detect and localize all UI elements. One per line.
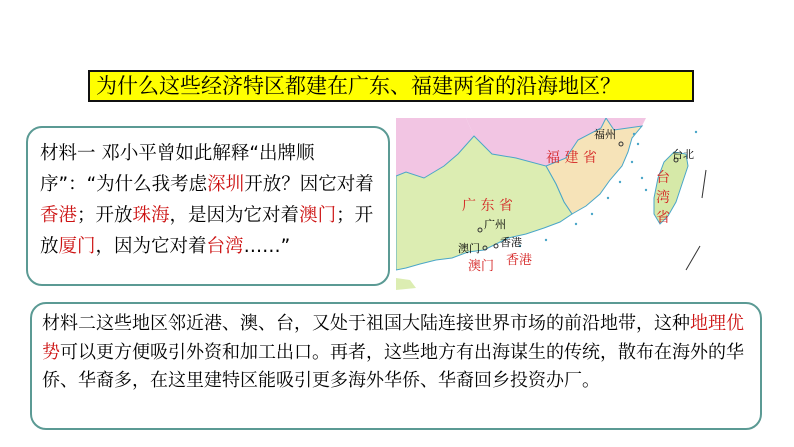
label-xianggang-red: 香港 bbox=[506, 253, 533, 268]
label-taiwan-1: 台 bbox=[656, 170, 670, 186]
highlighted-term: 台湾 bbox=[206, 236, 244, 257]
text-segment: 材料一 邓小平曾如此解释“出牌顺序”：“为什么我考虑 bbox=[40, 143, 315, 195]
label-fujian: 福 建 省 bbox=[546, 150, 597, 166]
material-one-text bbox=[40, 138, 378, 262]
text-segment: ……” bbox=[243, 236, 291, 257]
label-taibei: 台北 bbox=[672, 148, 694, 161]
material-two-text bbox=[42, 310, 754, 396]
highlighted-term: 香港 bbox=[40, 205, 78, 226]
highlighted-term: 厦门 bbox=[58, 236, 96, 257]
text-segment: 开放？因它对着 bbox=[244, 174, 374, 195]
highlighted-term: 澳门 bbox=[299, 205, 337, 226]
highlighted-term: 地理优势 bbox=[42, 313, 744, 363]
material-two-box bbox=[30, 302, 762, 430]
text-segment: 可以更方便吸引外资和加工出口。再者，这些地方有出海谋生的传统，散布在海外的华侨、华裔多，在这里建特区能吸引更多海外华侨、华裔回乡投资办厂。 bbox=[42, 341, 744, 391]
label-xianggang: 香港 bbox=[500, 236, 522, 249]
material-one-box bbox=[26, 126, 390, 286]
question-title: 为什么这些经济特区都建在广东、福建两省的沿海地区？ bbox=[88, 70, 694, 102]
label-guangzhou: 广州 bbox=[484, 218, 506, 231]
text-segment: ，是因为它对着 bbox=[169, 205, 300, 226]
text-segment: ；开放 bbox=[77, 205, 133, 226]
label-aomen: 澳门 bbox=[458, 242, 480, 255]
label-aomen-red: 澳门 bbox=[468, 259, 495, 274]
highlighted-term: 珠海 bbox=[132, 205, 170, 226]
label-taiwan-2: 湾 bbox=[656, 190, 670, 206]
label-fuzhou: 福州 bbox=[594, 128, 616, 141]
label-guangdong: 广 东 省 bbox=[462, 198, 513, 214]
text-segment: ，因为它对着 bbox=[95, 236, 207, 257]
highlighted-term: 深圳 bbox=[207, 174, 245, 195]
label-taiwan-3: 省 bbox=[656, 210, 670, 226]
map-guangdong-fujian-taiwan bbox=[396, 118, 714, 290]
text-segment: 材料二这些地区邻近港、澳、台，又处于祖国大陆连接世界市场的前沿地带，这种 bbox=[42, 313, 690, 334]
text-segment: ；开放 bbox=[40, 205, 374, 257]
